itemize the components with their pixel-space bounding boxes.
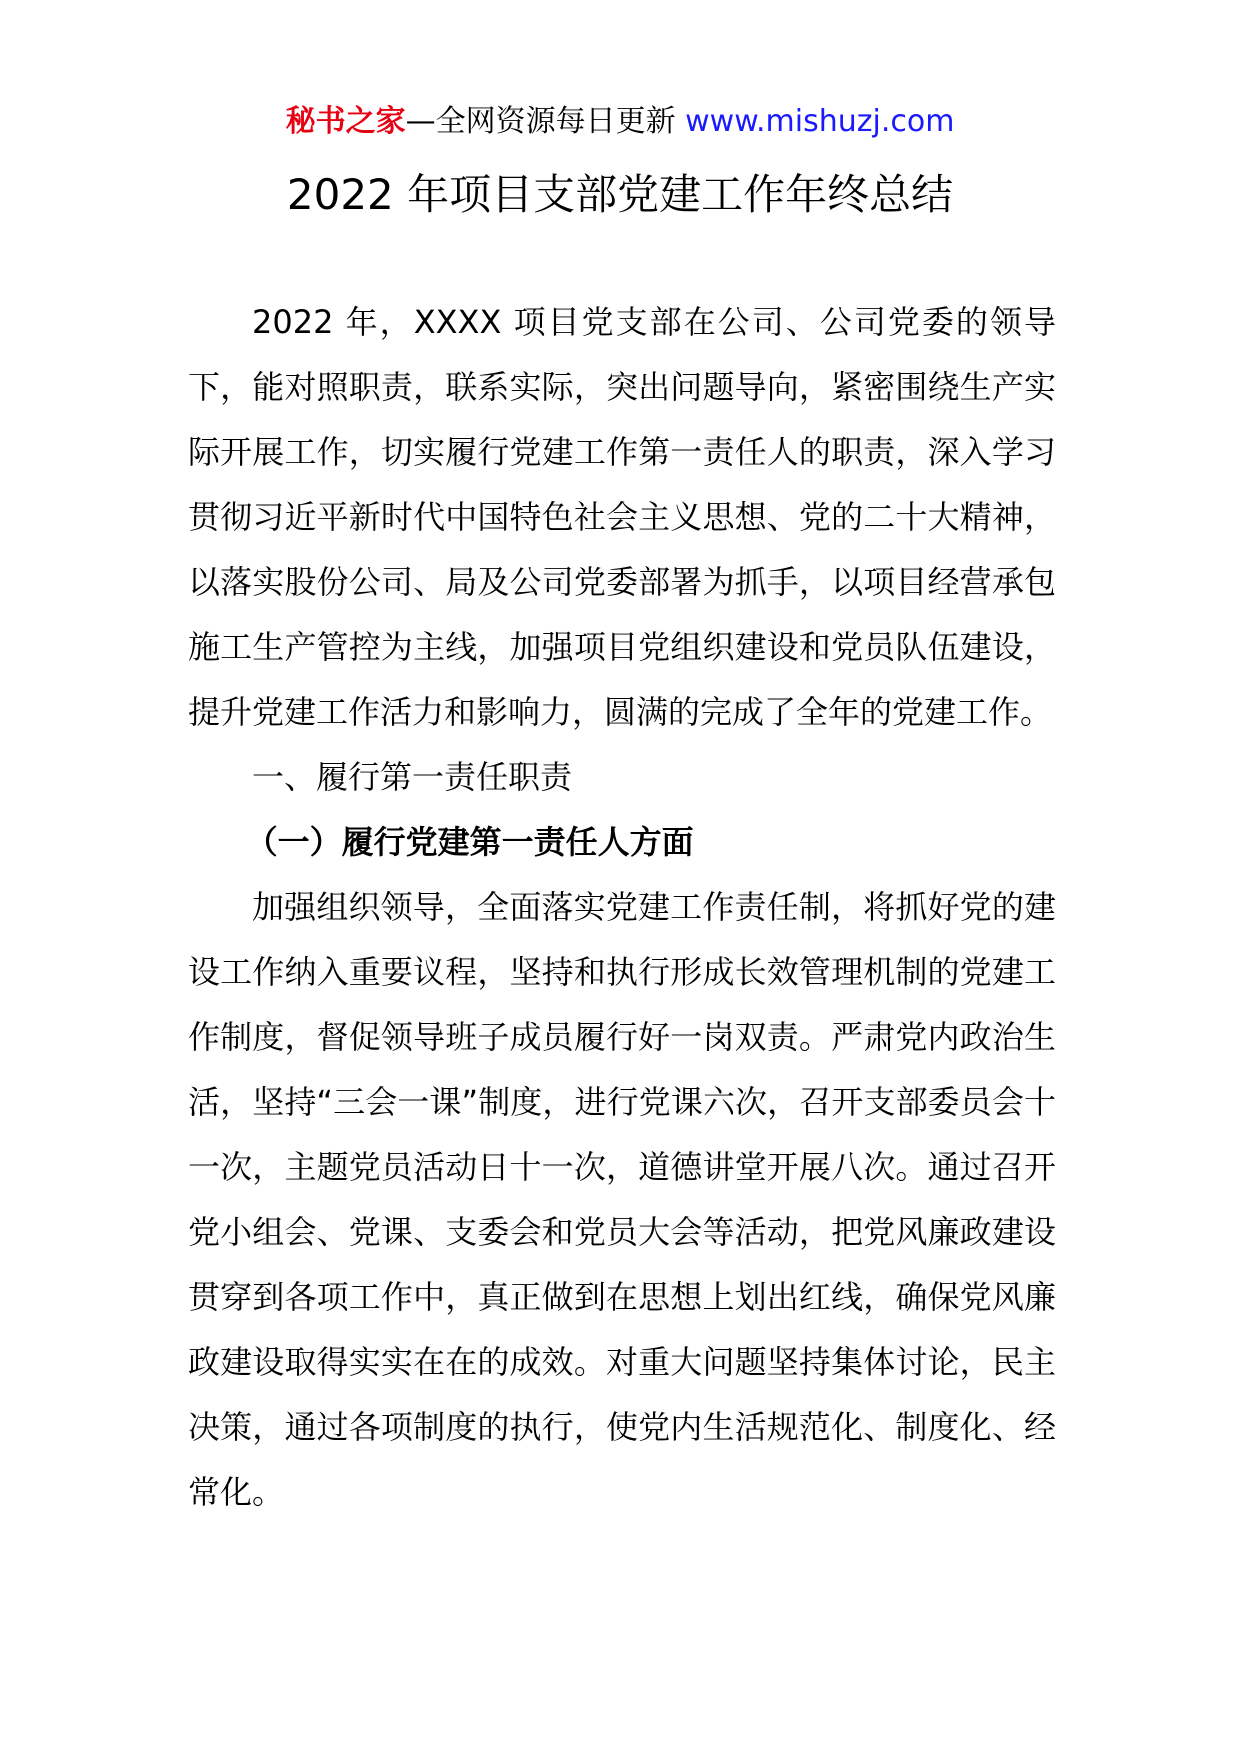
site-url-link[interactable]: www.mishuzj.com	[685, 104, 955, 139]
site-header	[0, 100, 1240, 144]
document-title: 2022 年项目支部党建工作年终总结	[286, 170, 954, 219]
subsection-paragraph: 加强组织领导，全面落实党建工作责任制，将抓好党的建设工作纳入重要议程，坚持和执行形成长效管理机制的党建工作制度，督促领导班子成员履行好一岗双责。严肃党内政治生活，坚持“三会一课”制度，进行党课六次，召开支部委员会十一次，主题党员活动日十一次，道德讲堂开展八次。通过召开党小组会、党课、支委会和党员大会等活动，把党风廉政建设贯穿到各项工作中，真正做到在思想上划出红线，确保党风廉政建设取得实实在在的成效。对重大问题坚持集体讨论，民主决策，通过各项制度的执行，使党内生活规范化、制度化、经常化。	[188, 888, 1056, 1511]
document-body	[188, 290, 1056, 1525]
brand-name: 秘书之家	[285, 104, 406, 139]
subsection-heading: （一）履行党建第一责任人方面	[245, 823, 694, 861]
site-slogan: —全网资源每日更新	[405, 104, 686, 139]
section-heading: 一、履行第一责任职责	[252, 758, 573, 796]
intro-paragraph: 2022 年，XXXX 项目党支部在公司、公司党委的领导下，能对照职责，联系实际，突出问题导向，紧密围绕生产实际开展工作，切实履行党建工作第一责任人的职责，深入学习贯彻习近平新时代中国特色社会主义思想、党的二十大精神，以落实股份公司、局及公司党委部署为抓手，以项目经营承包施工生产管控为主线，加强项目党组织建设和党员队伍建设，提升党建工作活力和影响力，圆满的完成了全年的党建工作。	[188, 303, 1056, 731]
